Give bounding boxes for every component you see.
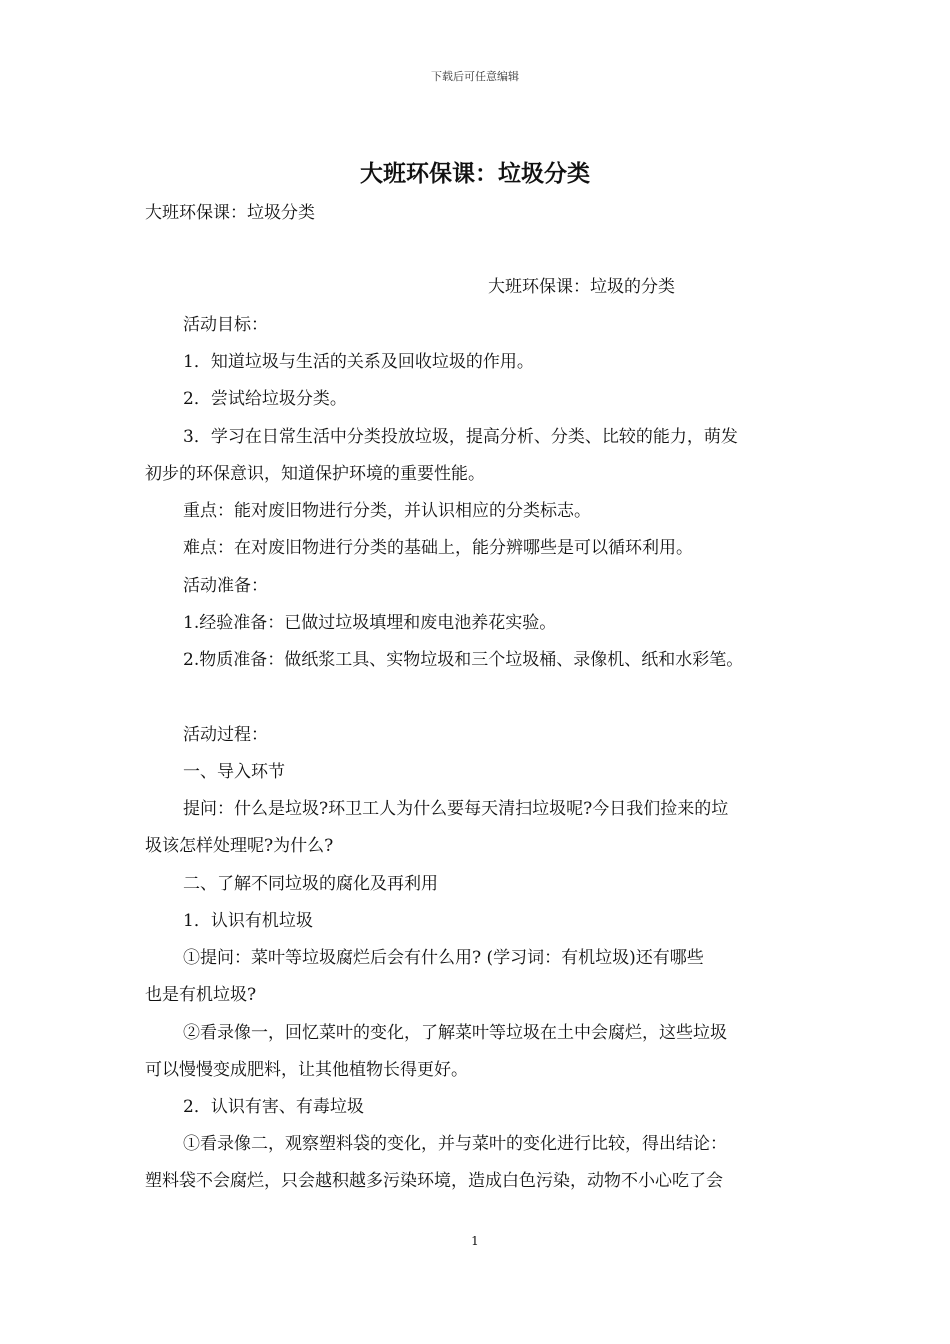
text-line: ①看录像二，观察塑料袋的变化，并与菜叶的变化进行比较，得出结论：: [183, 1134, 727, 1154]
section-heading: 活动准备：: [183, 576, 268, 596]
text-line: 2．尝试给垃圾分类。: [183, 389, 347, 409]
text-line: 1．知道垃圾与生活的关系及回收垃圾的作用。: [183, 352, 534, 372]
page-header: 下载后可任意编辑: [431, 70, 519, 83]
text-line: 3．学习在日常生活中分类投放垃圾，提高分析、分类、比较的能力，萌发: [183, 427, 738, 447]
section-heading: 活动过程：: [183, 725, 268, 745]
text-line: ①提问：菜叶等垃圾腐烂后会有什么用? (学习词：有机垃圾)还有哪些: [183, 948, 704, 968]
text-line: 2.物质准备：做纸浆工具、实物垃圾和三个垃圾桶、录像机、纸和水彩笔。: [183, 650, 744, 670]
text-line: 可以慢慢变成肥料，让其他植物长得更好。: [145, 1060, 468, 1080]
text-line: 1．认识有机垃圾: [183, 911, 313, 931]
section-heading: 活动目标：: [183, 315, 268, 335]
text-line: 初步的环保意识，知道保护环境的重要性能。: [145, 464, 485, 484]
text-line: 1.经验准备：已做过垃圾填埋和废电池养花实验。: [183, 613, 557, 633]
text-line: 提问：什么是垃圾?环卫工人为什么要每天清扫垃圾呢?今日我们捡来的垃: [183, 799, 729, 819]
text-line: 二、了解不同垃圾的腐化及再利用: [183, 874, 438, 894]
text-line: 大班环保课：垃圾分类: [145, 203, 315, 223]
document-title: 大班环保课：垃圾分类: [360, 160, 590, 187]
subtitle-line: 大班环保课：垃圾的分类: [488, 277, 675, 297]
text-line: 难点：在对废旧物进行分类的基础上，能分辨哪些是可以循环利用。: [183, 538, 693, 558]
text-line: 重点：能对废旧物进行分类，并认识相应的分类标志。: [183, 501, 591, 521]
text-line: 2．认识有害、有毒垃圾: [183, 1097, 364, 1117]
text-line: 一、导入环节: [183, 762, 285, 782]
page-number: 1: [471, 1234, 479, 1248]
text-line: 塑料袋不会腐烂，只会越积越多污染环境，造成白色污染，动物不小心吃了会: [145, 1171, 723, 1191]
text-line: 也是有机垃圾?: [145, 985, 257, 1005]
text-line: 圾该怎样处理呢?为什么?: [145, 836, 334, 856]
text-line: ②看录像一，回忆菜叶的变化，了解菜叶等垃圾在土中会腐烂，这些垃圾: [183, 1023, 727, 1043]
